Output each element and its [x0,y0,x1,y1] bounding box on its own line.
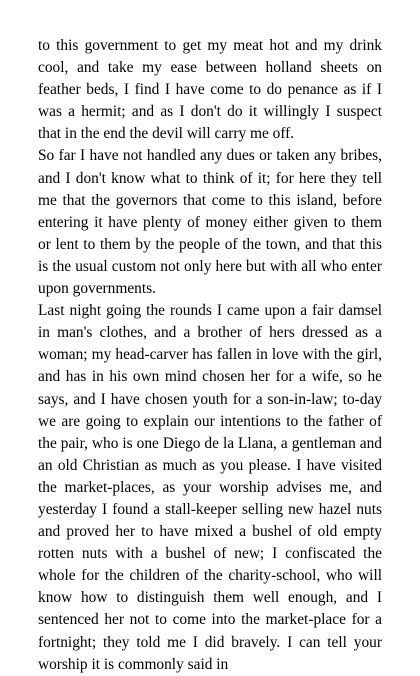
document-page [38,35,382,676]
paragraph-2: So far I have not handled any dues or taken any bribes, and I don't know what to think of it; for here they tell me that the governors that come to this island, before entering it have plenty of money either given to them or lent to them by the people of the town, and that this is the usual custom not only here but with all who enter upon governments. [38,147,382,298]
paragraph-1: to this government to get my meat hot and my drink cool, and take my ease between holland sheets on feather beds, I find I have come to do penance as if I was a hermit; and as I don't do it willingly I suspect that in the end the devil will carry me off. [38,37,382,143]
paragraph-3: Last night going the rounds I came upon a fair damsel in man's clothes, and a brother of hers dressed as a woman; my head-carver has fallen in love with the girl, and has in his own mind chosen her for a wife, so he says, and I have chosen youth for a son-in-law; to-day we are going to explain our intentions to the father of the pair, who is one Diego de la Llana, a gentleman and an old Christian as much as you please. I have visited the market-places, as your worship advises me, and yesterday I found a stall-keeper selling new hazel nuts and proved her to have mixed a bushel of old empty rotten nuts with a bushel of new; I confiscated the whole for the children of the charity-school, who will know how to distinguish them well enough, and I sentenced her not to come into the market-place for a fortnight; they told me I did bravely. I can tell your worship it is commonly said in [38,302,382,673]
